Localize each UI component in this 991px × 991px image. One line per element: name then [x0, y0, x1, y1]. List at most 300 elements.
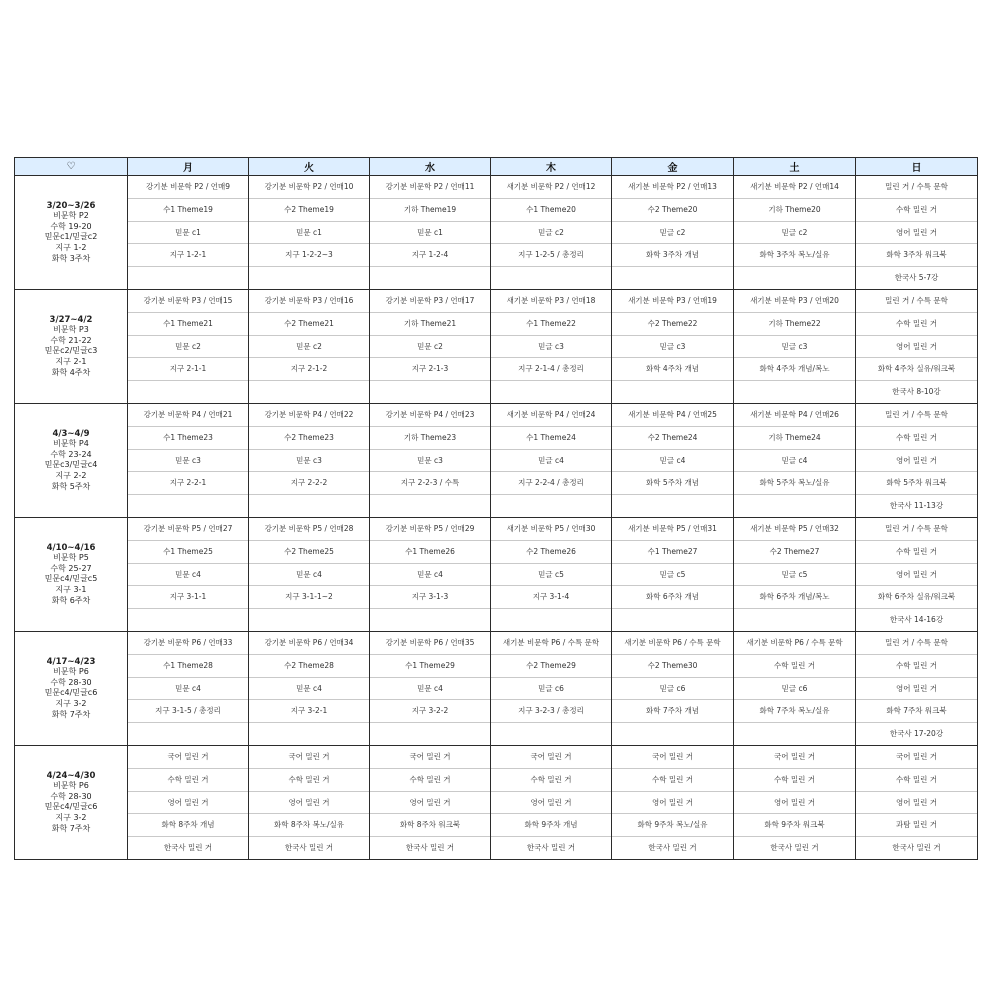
week-summary-line: 지구 2-1 [55, 357, 87, 367]
task-line [249, 495, 369, 517]
task-line: 강기분 비문학 P3 / 언매16 [249, 290, 369, 313]
day-cell [612, 176, 734, 290]
task-line [128, 609, 248, 631]
task-line [612, 723, 733, 745]
week-summary-line: 화학 7주차 [51, 709, 91, 719]
task-line: 과탐 밀린 거 [856, 814, 977, 837]
task-line: 화학 9주차 개념 [491, 814, 611, 837]
week-range: 3/27~4/2 [49, 314, 93, 325]
task-line [491, 267, 611, 289]
week-range: 4/17~4/23 [46, 656, 96, 667]
day-cell [370, 631, 491, 745]
week-summary-line: 수학 25-27 [50, 563, 92, 573]
task-line: 믿글 c5 [612, 564, 733, 587]
day-cell [370, 289, 491, 403]
task-line: 수학 밀린 거 [856, 427, 977, 450]
task-line: 수학 밀린 거 [856, 199, 977, 222]
day-cell [856, 176, 978, 290]
task-line: 화학 9주차 복노/실유 [612, 814, 733, 837]
week-row [15, 176, 978, 290]
header-row [15, 158, 978, 176]
day-cell [856, 517, 978, 631]
week-summary-line: 화학 6주차 [51, 595, 91, 605]
task-line: 수학 밀린 거 [856, 541, 977, 564]
day-cell [370, 403, 491, 517]
task-line: 한국사 밀린 거 [770, 843, 819, 853]
task-line: 한국사 8-10강 [892, 387, 941, 397]
week-row [15, 517, 978, 631]
task-line: 영어 밀린 거 [856, 678, 977, 701]
day-cell [734, 745, 856, 859]
task-line [370, 381, 490, 403]
task-line: 수2 Theme22 [612, 313, 733, 336]
day-cell [128, 631, 249, 745]
task-line: 믿문 c3 [249, 450, 369, 473]
week-summary-line: 화학 4주차 [51, 367, 91, 377]
task-line: 수1 Theme19 [128, 199, 248, 222]
week-summary-line: 수학 28-30 [50, 791, 92, 801]
task-line: 화학 7주차 워크북 [856, 700, 977, 723]
task-line: 수학 밀린 거 [856, 313, 977, 336]
task-line [128, 495, 248, 517]
week-summary [15, 315, 127, 379]
task-line: 새기분 비문학 P2 / 언매13 [612, 176, 733, 199]
week-summary-cell [15, 517, 128, 631]
task-line: 강기분 비문학 P5 / 언매27 [128, 518, 248, 541]
task-line: 믿글 c3 [491, 336, 611, 359]
task-line: 수학 밀린 거 [370, 769, 490, 792]
task-line: 새기분 비문학 P5 / 언매32 [734, 518, 855, 541]
task-line: 믿문 c3 [128, 450, 248, 473]
week-summary-line: 지구 2-2 [55, 471, 87, 481]
task-line: 믿글 c2 [491, 222, 611, 245]
task-line: 국어 밀린 거 [128, 746, 248, 769]
task-line: 지구 1-2-1 [128, 244, 248, 267]
task-line: 지구 1-2-5 / 총정리 [491, 244, 611, 267]
task-line: 강기분 비문학 P5 / 언매28 [249, 518, 369, 541]
day-cell [491, 403, 612, 517]
task-line: 수1 Theme24 [491, 427, 611, 450]
task-line: 수1 Theme22 [491, 313, 611, 336]
week-summary-line: 비문학 P2 [53, 211, 89, 221]
task-line: 강기분 비문학 P4 / 언매22 [249, 404, 369, 427]
task-line: 영어 밀린 거 [856, 222, 977, 245]
task-line: 국어 밀린 거 [370, 746, 490, 769]
week-summary-line: 비문학 P5 [53, 553, 89, 563]
task-line: 기하 Theme22 [734, 313, 855, 336]
task-line: 지구 1-2-2~3 [249, 244, 369, 267]
task-line: 새기분 비문학 P2 / 언매14 [734, 176, 855, 199]
task-line [491, 381, 611, 403]
task-line: 수1 Theme29 [370, 655, 490, 678]
day-cell [734, 289, 856, 403]
task-line: 믿글 c6 [612, 678, 733, 701]
task-line: 기하 Theme23 [370, 427, 490, 450]
week-summary-line: 화학 7주차 [51, 823, 91, 833]
task-line: 한국사 11-13강 [889, 501, 944, 511]
task-line: 지구 2-2-3 / 수특 [370, 472, 490, 495]
week-summary-line: 지구 1-2 [55, 243, 87, 253]
week-range: 4/3~4/9 [52, 428, 90, 439]
task-line: 영어 밀린 거 [491, 792, 611, 815]
task-line: 믿글 c4 [491, 450, 611, 473]
task-line: 믿문 c1 [370, 222, 490, 245]
task-line [491, 609, 611, 631]
day-cell [249, 517, 370, 631]
task-line: 강기분 비문학 P6 / 언매35 [370, 632, 490, 655]
day-header-tue: 火 [249, 158, 370, 176]
task-line: 화학 8주차 개념 [128, 814, 248, 837]
day-cell [856, 745, 978, 859]
task-line [249, 723, 369, 745]
task-line [612, 267, 733, 289]
task-line: 강기분 비문학 P5 / 언매29 [370, 518, 490, 541]
task-line: 믿글 c3 [612, 336, 733, 359]
day-cell [491, 289, 612, 403]
task-line: 국어 밀린 거 [491, 746, 611, 769]
week-summary-line: 믿문c4/믿글c6 [44, 802, 98, 812]
week-summary-line: 믿문c4/믿글c5 [44, 574, 98, 584]
task-line: 수2 Theme24 [612, 427, 733, 450]
task-line: 화학 6주차 개념/복노 [734, 586, 855, 609]
week-summary-line: 비문학 P6 [53, 667, 89, 677]
day-cell [734, 631, 856, 745]
week-summary [15, 429, 127, 493]
week-range: 3/20~3/26 [46, 200, 96, 211]
task-line: 믿문 c3 [370, 450, 490, 473]
task-line: 수1 Theme25 [128, 541, 248, 564]
day-cell [128, 403, 249, 517]
task-line: 영어 밀린 거 [370, 792, 490, 815]
week-summary-line: 믿문c4/믿글c6 [44, 688, 98, 698]
task-line: 한국사 14-16강 [889, 615, 944, 625]
task-line: 수2 Theme26 [491, 541, 611, 564]
task-line: 수2 Theme28 [249, 655, 369, 678]
task-line [370, 495, 490, 517]
day-header-sun: 日 [856, 158, 978, 176]
week-row [15, 403, 978, 517]
day-cell [128, 289, 249, 403]
week-row [15, 289, 978, 403]
task-line: 수2 Theme25 [249, 541, 369, 564]
task-line: 기하 Theme21 [370, 313, 490, 336]
task-line: 강기분 비문학 P4 / 언매21 [128, 404, 248, 427]
task-line: 국어 밀린 거 [612, 746, 733, 769]
task-line: 지구 3-1-1~2 [249, 586, 369, 609]
task-line: 새기분 비문학 P4 / 언매24 [491, 404, 611, 427]
task-line [491, 495, 611, 517]
day-cell [734, 403, 856, 517]
task-line: 화학 8주차 복노/실유 [249, 814, 369, 837]
day-cell [128, 517, 249, 631]
task-line: 수2 Theme19 [249, 199, 369, 222]
task-line [128, 267, 248, 289]
task-line: 영어 밀린 거 [734, 792, 855, 815]
task-line: 믿문 c4 [249, 564, 369, 587]
task-line: 지구 2-2-2 [249, 472, 369, 495]
week-summary-line: 비문학 P4 [53, 439, 89, 449]
task-line: 강기분 비문학 P2 / 언매11 [370, 176, 490, 199]
task-line [734, 609, 855, 631]
task-line: 수2 Theme30 [612, 655, 733, 678]
day-cell [612, 631, 734, 745]
day-header-fri: 金 [612, 158, 734, 176]
task-line: 새기분 비문학 P5 / 언매31 [612, 518, 733, 541]
task-line: 새기분 비문학 P3 / 언매18 [491, 290, 611, 313]
task-line: 지구 2-2-1 [128, 472, 248, 495]
task-line: 기하 Theme19 [370, 199, 490, 222]
day-cell [249, 289, 370, 403]
task-line: 믿문 c4 [128, 564, 248, 587]
task-line [612, 495, 733, 517]
day-cell [734, 517, 856, 631]
day-cell [249, 631, 370, 745]
week-summary-line: 화학 5주차 [51, 481, 91, 491]
task-line: 수1 Theme28 [128, 655, 248, 678]
task-line: 지구 3-2-3 / 총정리 [491, 700, 611, 723]
week-summary [15, 201, 127, 265]
task-line: 믿글 c3 [734, 336, 855, 359]
task-line: 화학 3주차 워크북 [856, 244, 977, 267]
task-line: 강기분 비문학 P2 / 언매9 [128, 176, 248, 199]
task-line: 믿문 c1 [249, 222, 369, 245]
week-summary-line: 화학 3주차 [51, 253, 91, 263]
week-row [15, 745, 978, 859]
task-line: 지구 3-1-4 [491, 586, 611, 609]
task-line: 한국사 밀린 거 [648, 843, 697, 853]
day-cell [249, 745, 370, 859]
task-line [370, 267, 490, 289]
task-line: 화학 9주차 워크북 [734, 814, 855, 837]
task-line: 믿글 c6 [734, 678, 855, 701]
task-line [491, 723, 611, 745]
task-line: 강기분 비문학 P3 / 언매17 [370, 290, 490, 313]
week-summary-line: 믿문c2/믿글c3 [44, 346, 98, 356]
task-line: 밀린 거 / 수특 문학 [856, 632, 977, 655]
task-line: 밀린 거 / 수특 문학 [856, 404, 977, 427]
task-line: 수2 Theme21 [249, 313, 369, 336]
task-line: 수1 Theme26 [370, 541, 490, 564]
task-line: 믿글 c2 [734, 222, 855, 245]
day-cell [734, 176, 856, 290]
task-line: 수학 밀린 거 [856, 655, 977, 678]
week-summary-line: 수학 19-20 [50, 221, 92, 231]
task-line: 새기분 비문학 P4 / 언매25 [612, 404, 733, 427]
task-line [370, 609, 490, 631]
day-cell [491, 176, 612, 290]
task-line: 지구 3-2-1 [249, 700, 369, 723]
task-line: 강기분 비문학 P4 / 언매23 [370, 404, 490, 427]
task-line: 국어 밀린 거 [734, 746, 855, 769]
task-line: 믿글 c5 [734, 564, 855, 587]
task-line: 한국사 밀린 거 [163, 843, 213, 853]
task-line [249, 267, 369, 289]
day-cell [612, 517, 734, 631]
week-summary-cell [15, 403, 128, 517]
task-line: 믿문 c4 [370, 564, 490, 587]
task-line: 영어 밀린 거 [856, 450, 977, 473]
task-line: 믿문 c4 [249, 678, 369, 701]
task-line: 지구 2-1-2 [249, 358, 369, 381]
task-line: 화학 4주차 개념/복노 [734, 358, 855, 381]
task-line: 지구 3-1-3 [370, 586, 490, 609]
task-line: 지구 3-2-2 [370, 700, 490, 723]
task-line: 지구 2-1-3 [370, 358, 490, 381]
task-line: 믿문 c2 [370, 336, 490, 359]
day-cell [249, 403, 370, 517]
week-summary-line: 지구 3-1 [55, 585, 87, 595]
task-line: 강기분 비문학 P6 / 언매33 [128, 632, 248, 655]
task-line: 새기분 비문학 P6 / 수특 문학 [612, 632, 733, 655]
task-line: 화학 4주차 실유/워크북 [856, 358, 977, 381]
task-line: 화학 5주차 복노/실유 [734, 472, 855, 495]
week-summary-line: 지구 3-2 [55, 699, 87, 709]
task-line: 화학 4주차 개념 [612, 358, 733, 381]
day-cell [612, 403, 734, 517]
week-summary-line: 비문학 P3 [53, 325, 89, 335]
week-summary-line: 지구 3-2 [55, 813, 87, 822]
task-line: 믿글 c2 [612, 222, 733, 245]
week-summary-cell [15, 745, 128, 859]
task-line: 수학 밀린 거 [734, 655, 855, 678]
day-cell [491, 631, 612, 745]
task-line: 지구 2-2-4 / 총정리 [491, 472, 611, 495]
task-line: 기하 Theme20 [734, 199, 855, 222]
day-cell [856, 631, 978, 745]
week-range: 4/24~4/30 [46, 770, 96, 781]
task-line: 수2 Theme20 [612, 199, 733, 222]
task-line: 믿문 c1 [128, 222, 248, 245]
task-line [734, 267, 855, 289]
task-line [128, 381, 248, 403]
weekly-study-planner-table [14, 157, 978, 860]
week-summary [15, 771, 127, 835]
task-line: 국어 밀린 거 [856, 746, 977, 769]
task-line: 수학 밀린 거 [856, 769, 977, 792]
task-line: 화학 6주차 실유/워크북 [856, 586, 977, 609]
task-line: 수2 Theme27 [734, 541, 855, 564]
task-line: 수학 밀린 거 [128, 769, 248, 792]
task-line: 수1 Theme21 [128, 313, 248, 336]
task-line: 믿문 c2 [128, 336, 248, 359]
day-header-sat: 土 [734, 158, 856, 176]
task-line [734, 495, 855, 517]
day-cell [612, 745, 734, 859]
task-line: 영어 밀린 거 [249, 792, 369, 815]
day-cell [249, 176, 370, 290]
day-header-thu: 木 [491, 158, 612, 176]
task-line: 수2 Theme23 [249, 427, 369, 450]
task-line: 믿문 c2 [249, 336, 369, 359]
task-line: 지구 2-1-1 [128, 358, 248, 381]
week-summary-line: 수학 28-30 [50, 677, 92, 687]
task-line: 강기분 비문학 P6 / 언매34 [249, 632, 369, 655]
task-line: 화학 8주차 워크북 [370, 814, 490, 837]
task-line: 밀린 거 / 수특 문학 [856, 518, 977, 541]
task-line: 화학 5주차 개념 [612, 472, 733, 495]
task-line [734, 723, 855, 745]
week-summary-cell [15, 176, 128, 290]
task-line: 수학 밀린 거 [734, 769, 855, 792]
task-line: 화학 3주차 개념 [612, 244, 733, 267]
task-line: 영어 밀린 거 [856, 336, 977, 359]
task-line: 밀린 거 / 수특 문학 [856, 290, 977, 313]
task-line: 믿문 c4 [128, 678, 248, 701]
week-summary-cell [15, 631, 128, 745]
task-line: 화학 7주차 개념 [612, 700, 733, 723]
task-line: 새기분 비문학 P4 / 언매26 [734, 404, 855, 427]
task-line: 강기분 비문학 P3 / 언매15 [128, 290, 248, 313]
day-cell [856, 403, 978, 517]
task-line: 새기분 비문학 P3 / 언매19 [612, 290, 733, 313]
task-line: 믿글 c4 [734, 450, 855, 473]
task-line: 한국사 밀린 거 [284, 843, 334, 853]
task-line: 화학 5주차 워크북 [856, 472, 977, 495]
task-line: 화학 7주차 복노/실유 [734, 700, 855, 723]
day-cell [491, 517, 612, 631]
task-line: 수2 Theme29 [491, 655, 611, 678]
day-cell [370, 517, 491, 631]
task-line: 지구 1-2-4 [370, 244, 490, 267]
task-line: 국어 밀린 거 [249, 746, 369, 769]
task-line: 영어 밀린 거 [856, 792, 977, 815]
task-line [612, 609, 733, 631]
task-line [249, 609, 369, 631]
task-line: 영어 밀린 거 [856, 564, 977, 587]
week-summary [15, 657, 127, 721]
task-line: 기하 Theme24 [734, 427, 855, 450]
week-summary-line: 비문학 P6 [53, 781, 89, 791]
task-line: 지구 3-1-1 [128, 586, 248, 609]
day-cell [128, 745, 249, 859]
week-range: 4/10~4/16 [46, 542, 96, 553]
task-line: 영어 밀린 거 [612, 792, 733, 815]
task-line [128, 723, 248, 745]
task-line: 수1 Theme20 [491, 199, 611, 222]
task-line: 새기분 비문학 P2 / 언매12 [491, 176, 611, 199]
task-line: 영어 밀린 거 [128, 792, 248, 815]
task-line: 한국사 밀린 거 [526, 843, 576, 853]
day-cell [128, 176, 249, 290]
task-line: 믿글 c4 [612, 450, 733, 473]
task-line: 수1 Theme23 [128, 427, 248, 450]
task-line: 밀린 거 / 수특 문학 [856, 176, 977, 199]
task-line: 새기분 비문학 P6 / 수특 문학 [491, 632, 611, 655]
task-line: 강기분 비문학 P2 / 언매10 [249, 176, 369, 199]
task-line: 새기분 비문학 P6 / 수특 문학 [734, 632, 855, 655]
task-line [370, 723, 490, 745]
corner-heart: ♡ [15, 158, 128, 176]
task-line: 믿글 c5 [491, 564, 611, 587]
week-summary [15, 543, 127, 607]
task-line: 지구 3-1-5 / 총정리 [128, 700, 248, 723]
task-line: 한국사 17-20강 [889, 729, 944, 739]
task-line: 새기분 비문학 P5 / 언매30 [491, 518, 611, 541]
task-line: 수학 밀린 거 [249, 769, 369, 792]
task-line [612, 381, 733, 403]
week-summary-line: 믿문c3/믿글c4 [44, 460, 98, 470]
task-line: 수1 Theme27 [612, 541, 733, 564]
day-cell [491, 745, 612, 859]
day-header-wed: 水 [370, 158, 491, 176]
day-cell [856, 289, 978, 403]
day-cell [612, 289, 734, 403]
task-line [249, 381, 369, 403]
week-summary-line: 믿문c1/믿글c2 [44, 232, 98, 242]
day-header-mon: 月 [128, 158, 249, 176]
task-line: 한국사 밀린 거 [405, 843, 455, 853]
week-row [15, 631, 978, 745]
